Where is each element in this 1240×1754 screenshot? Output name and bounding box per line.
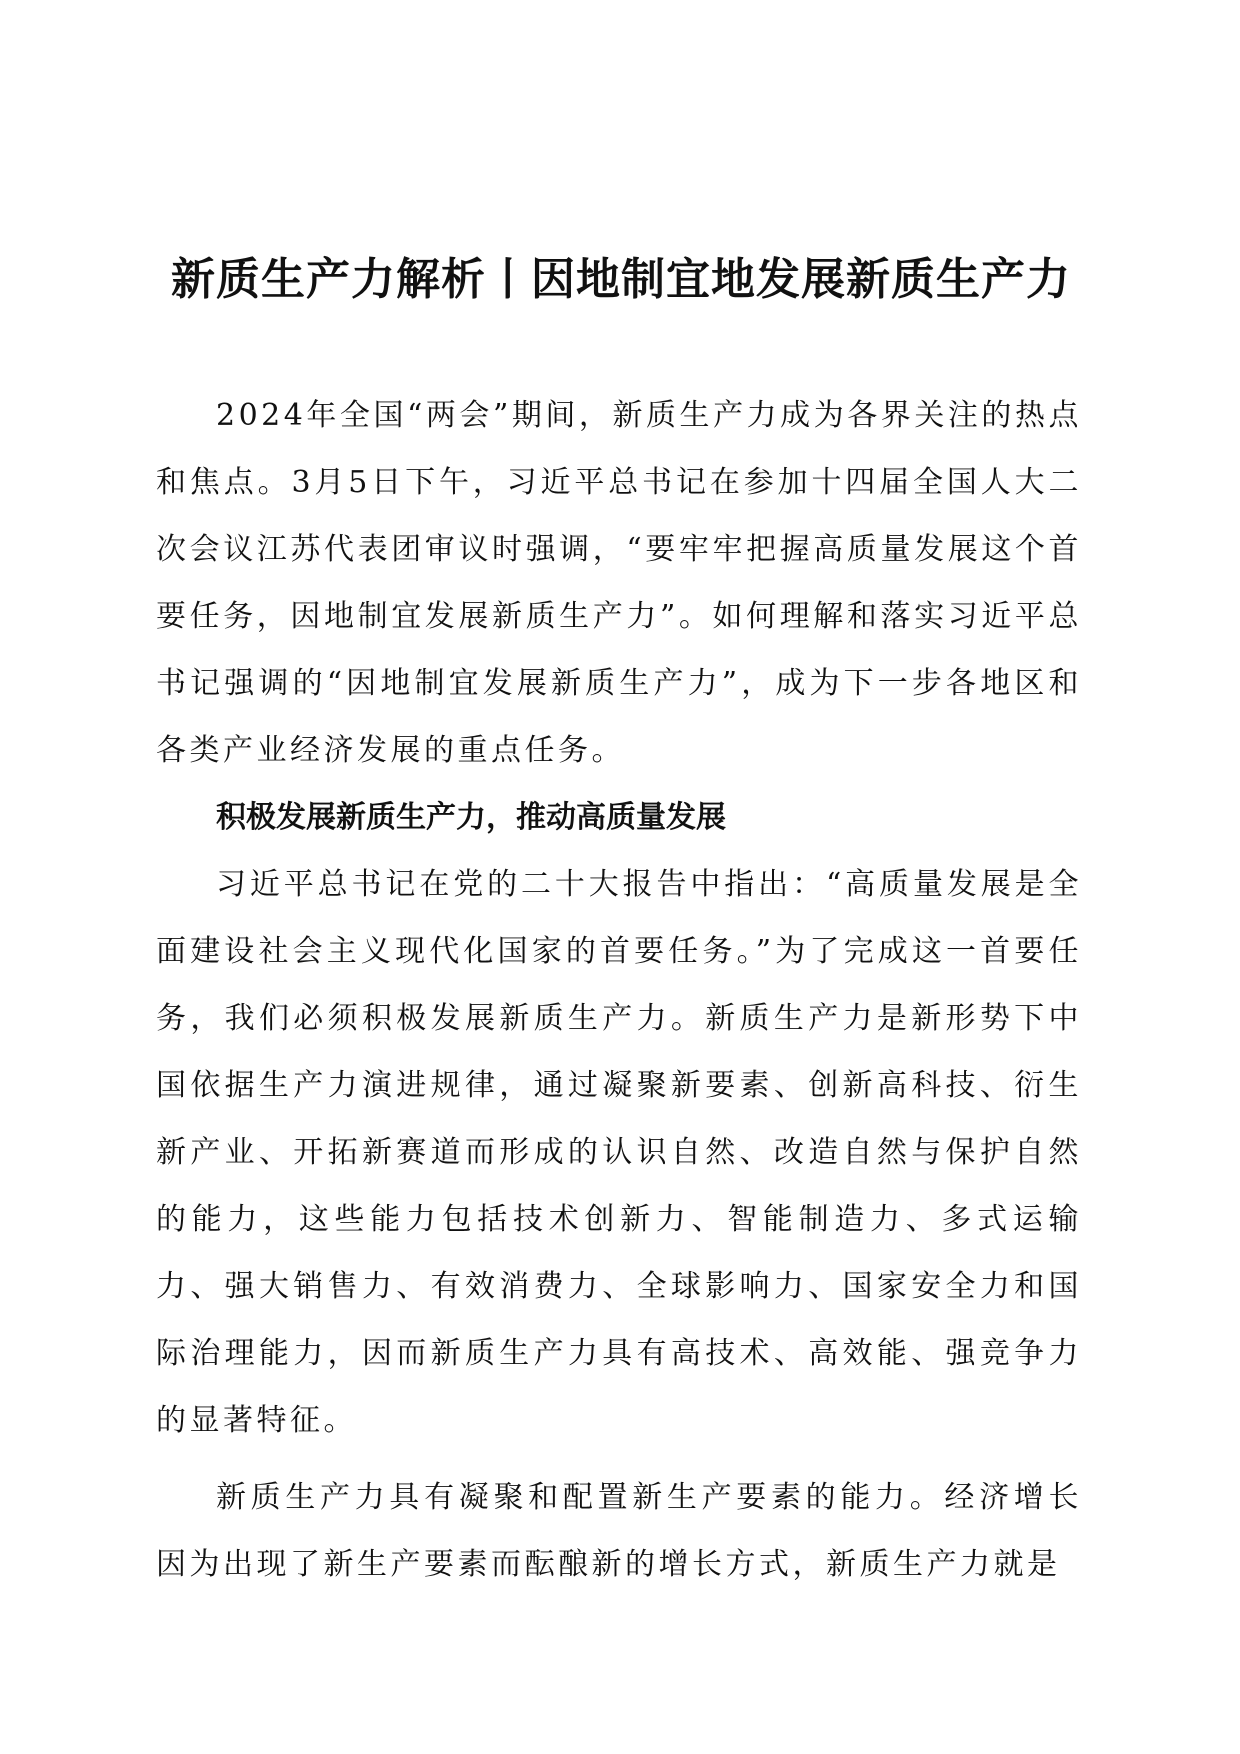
document-body [156,382,1082,1598]
document-title: 新质生产力解析丨因地制宜地发展新质生产力 [171,254,1071,305]
intro-paragraph: 2024年全国“两会”期间，新质生产力成为各界关注的热点和焦点。3月5日下午，习近平总书记在参加十四届全国人大二次会议江苏代表团审议时强调，“要牢牢把握高质量发展这个首要任务，因地制宜发展新质生产力”。如何理解和落实习近平总书记强调的“因地制宜发展新质生产力”，成为下一步各地区和各类产业经济发展的重点任务。 [156,398,1082,768]
section-heading: 积极发展新质生产力，推动高质量发展 [216,800,726,835]
body-paragraph-continued: 新质生产力具有凝聚和配置新生产要素的能力。经济增长因为出现了新生产要素而酝酿新的增长方式，新质生产力就是 [156,1480,1082,1582]
body-paragraph: 习近平总书记在党的二十大报告中指出：“高质量发展是全面建设社会主义现代化国家的首要任务。”为了完成这一首要任务，我们必须积极发展新质生产力。新质生产力是新形势下中国依据生产力演进规律，通过凝聚新要素、创新高科技、衍生新产业、开拓新赛道而形成的认识自然、改造自然与保护自然的能力，这些能力包括技术创新力、智能制造力、多式运输力、强大销售力、有效消费力、全球影响力、国家安全力和国际治理能力，因而新质生产力具有高技术、高效能、强竞争力的显著特征。 [156,867,1082,1438]
